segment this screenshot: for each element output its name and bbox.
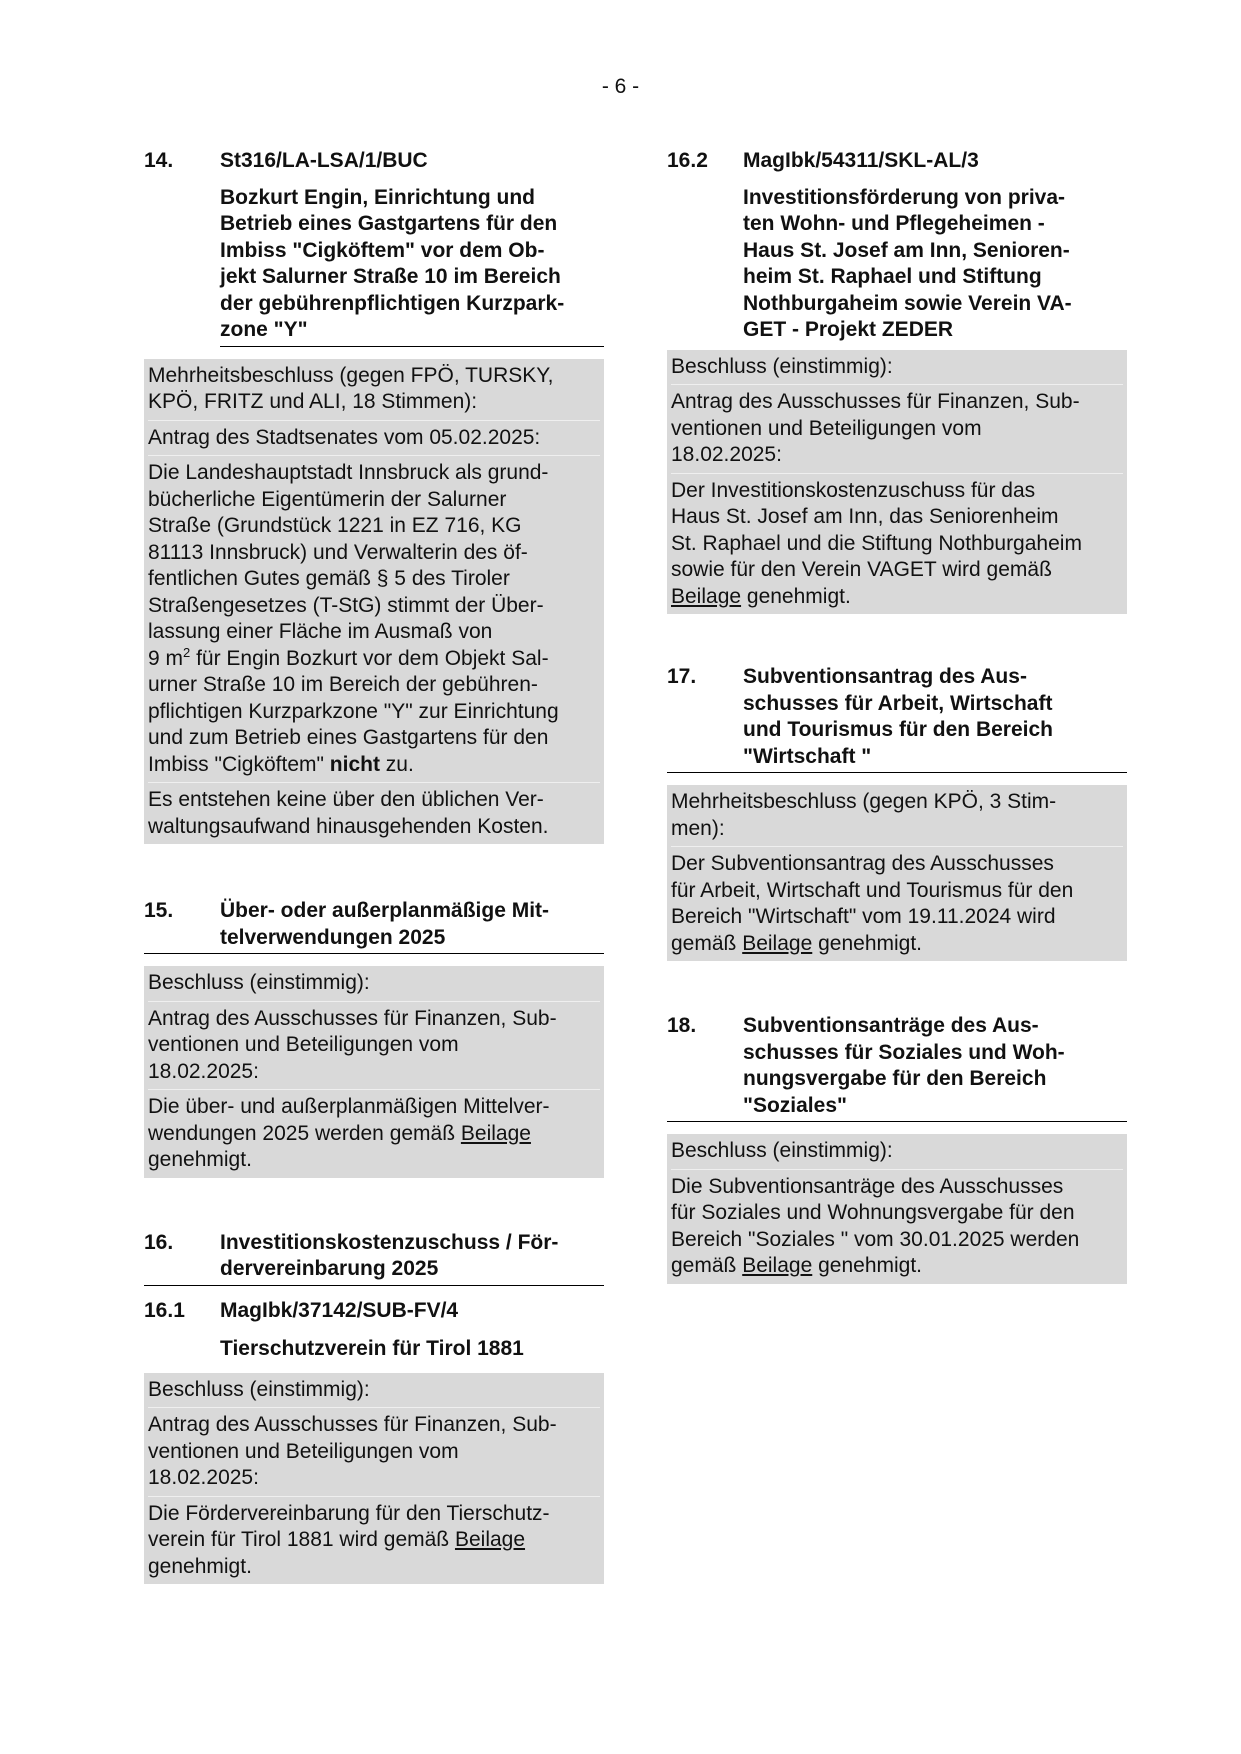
agenda-item-16-2: [667, 148, 1127, 614]
item-number: 16.2: [667, 149, 708, 172]
left-column: [144, 148, 604, 1584]
item-heading: [144, 1230, 604, 1286]
resolution-block: [144, 359, 604, 845]
agenda-item-15: [144, 898, 604, 1178]
item-heading: [667, 664, 1127, 773]
decision-text: Mehrheitsbeschluss (gegen FPÖ, TURSKY, KPÖ, FRITZ und ALI, 18 Stimmen):: [148, 363, 554, 413]
item-heading: [144, 148, 604, 175]
item-code: St316/LA-LSA/1/BUC: [220, 149, 428, 172]
decision-text: Mehrheitsbeschluss (gegen KPÖ, 3 Stim- men):: [671, 790, 1057, 840]
item-number: 15.: [144, 899, 174, 922]
antrag-text: Antrag des Ausschusses für Finanzen, Sub- ventionen und Beteiligungen vom 18.02.2025:: [671, 384, 1123, 473]
beilage-link[interactable]: Beilage: [742, 931, 813, 955]
item-number: 17.: [667, 665, 697, 688]
right-column: [667, 148, 1127, 1284]
item-heading: [667, 148, 1127, 175]
item-number: 16.: [144, 1230, 174, 1254]
item-title: Investitionsförderung von priva- ten Wohn- und Pflegeheimen - Haus St. Josef am Inn, Senioren- heim St. Raphael und Stiftung Nothburgaheim sowie Verein VA- GET - Projekt ZEDER: [743, 185, 1072, 341]
item-title: Bozkurt Engin, Einrichtung und Betrieb eines Gastgartens für den Imbiss "Cigköftem" vor dem Ob- jekt Salurner Straße 10 im Bereich der gebührenpflichtigen Kurzpark- zone "Y": [220, 185, 604, 347]
body-text: Die Subventionsanträge des Ausschusses für Soziales und Wohnungsvergabe für den Bereich "Soziales " vom 30.01.2025 werden gemäß Beilage genehmigt.: [671, 1169, 1123, 1284]
item-title: Investitionskostenzuschuss / För- dervereinbarung 2025: [220, 1230, 559, 1280]
agenda-item-16-1: [144, 1298, 604, 1585]
resolution-block: [667, 350, 1127, 615]
body-text: Der Investitionskostenzuschuss für das Haus St. Josef am Inn, das Seniorenheim St. Raphael und die Stiftung Nothburgaheim sowie für den Verein VAGET wird gemäß Beilage genehmigt.: [671, 473, 1123, 615]
decision-text: Beschluss (einstimmig):: [671, 354, 893, 378]
item-title: Subventionsanträge des Aus- schusses für Soziales und Woh- nungsvergabe für den Bereich "Soziales": [743, 1014, 1065, 1117]
resolution-block: [144, 1373, 604, 1585]
item-number: 16.1: [144, 1298, 185, 1322]
beilage-link[interactable]: Beilage: [460, 1121, 531, 1145]
costs-text: Es entstehen keine über den üblichen Ver- waltungsaufwand hinausgehenden Kosten.: [148, 782, 600, 844]
item-heading: [667, 1013, 1127, 1122]
resolution-block: [144, 966, 604, 1178]
item-title: Subventionsantrag des Aus- schusses für Arbeit, Wirtschaft und Tourismus für den Bereich "Wirtschaft ": [743, 665, 1053, 768]
body-text: Die Fördervereinbarung für den Tierschutz- verein für Tirol 1881 wird gemäß Beilage genehmigt.: [148, 1496, 600, 1585]
item-number: 18.: [667, 1014, 697, 1037]
resolution-block: [667, 1134, 1127, 1284]
item-heading: [144, 898, 604, 954]
body-text: Die über- und außerplanmäßigen Mittelver- wendungen 2025 werden gemäß Beilage genehmigt.: [148, 1089, 600, 1178]
body-text: Die Landeshauptstadt Innsbruck als grund- bücherliche Eigentümerin der Salurner Straße (Grundstück 1221 in EZ 716, KG 81113 Innsbruck) und Verwalterin des öf- fentlichen Gutes gemäß § 5 des Tiroler Straßengesetzes (T-StG) stimmt der Über- lassung einer Fläche im Ausmaß von 9 $m^2$ für Engin Bozkurt vor dem Objekt Sal- urner Straße 10 im Bereich der gebühren- pflichtigen Kurzparkzone "Y" zur Einrichtung und zum Betrieb eines Gastgartens für den Imbiss "Cigköftem" nicht zu.: [148, 455, 600, 782]
decision-text: Beschluss (einstimmig):: [148, 971, 370, 994]
agenda-item-17: [667, 664, 1127, 961]
item-title: Über- oder außerplanmäßige Mit- telverwendungen 2025: [220, 899, 550, 949]
antrag-text: Antrag des Stadtsenates vom 05.02.2025:: [148, 420, 600, 456]
beilage-link[interactable]: Beilage: [454, 1528, 526, 1551]
antrag-text: Antrag des Ausschusses für Finanzen, Sub- ventionen und Beteiligungen vom 18.02.2025:: [148, 1407, 600, 1496]
item-number: 14.: [144, 149, 174, 172]
decision-text: Beschluss (einstimmig):: [671, 1139, 893, 1162]
body-text: Der Subventionsantrag des Ausschusses für Arbeit, Wirtschaft und Tourismus für den Bereich "Wirtschaft" vom 19.11.2024 wird gemäß Beilage genehmigt.: [671, 846, 1123, 961]
beilage-link[interactable]: Beilage: [742, 1254, 813, 1277]
item-code: MagIbk/54311/SKL-AL/3: [743, 149, 979, 172]
decision-text: Beschluss (einstimmig):: [148, 1377, 370, 1401]
item-heading: [144, 1298, 604, 1325]
resolution-block: [667, 785, 1127, 961]
item-title: Tierschutzverein für Tirol 1881: [220, 1337, 524, 1360]
beilage-link[interactable]: Beilage: [671, 584, 742, 608]
antrag-text: Antrag des Ausschusses für Finanzen, Sub- ventionen und Beteiligungen vom 18.02.2025:: [148, 1001, 600, 1090]
agenda-item-16: [144, 1230, 604, 1286]
agenda-item-14: [144, 148, 604, 844]
agenda-item-18: [667, 1013, 1127, 1284]
page-number: - 6 -: [601, 75, 640, 98]
item-code: MagIbk/37142/SUB-FV/4: [220, 1298, 459, 1322]
